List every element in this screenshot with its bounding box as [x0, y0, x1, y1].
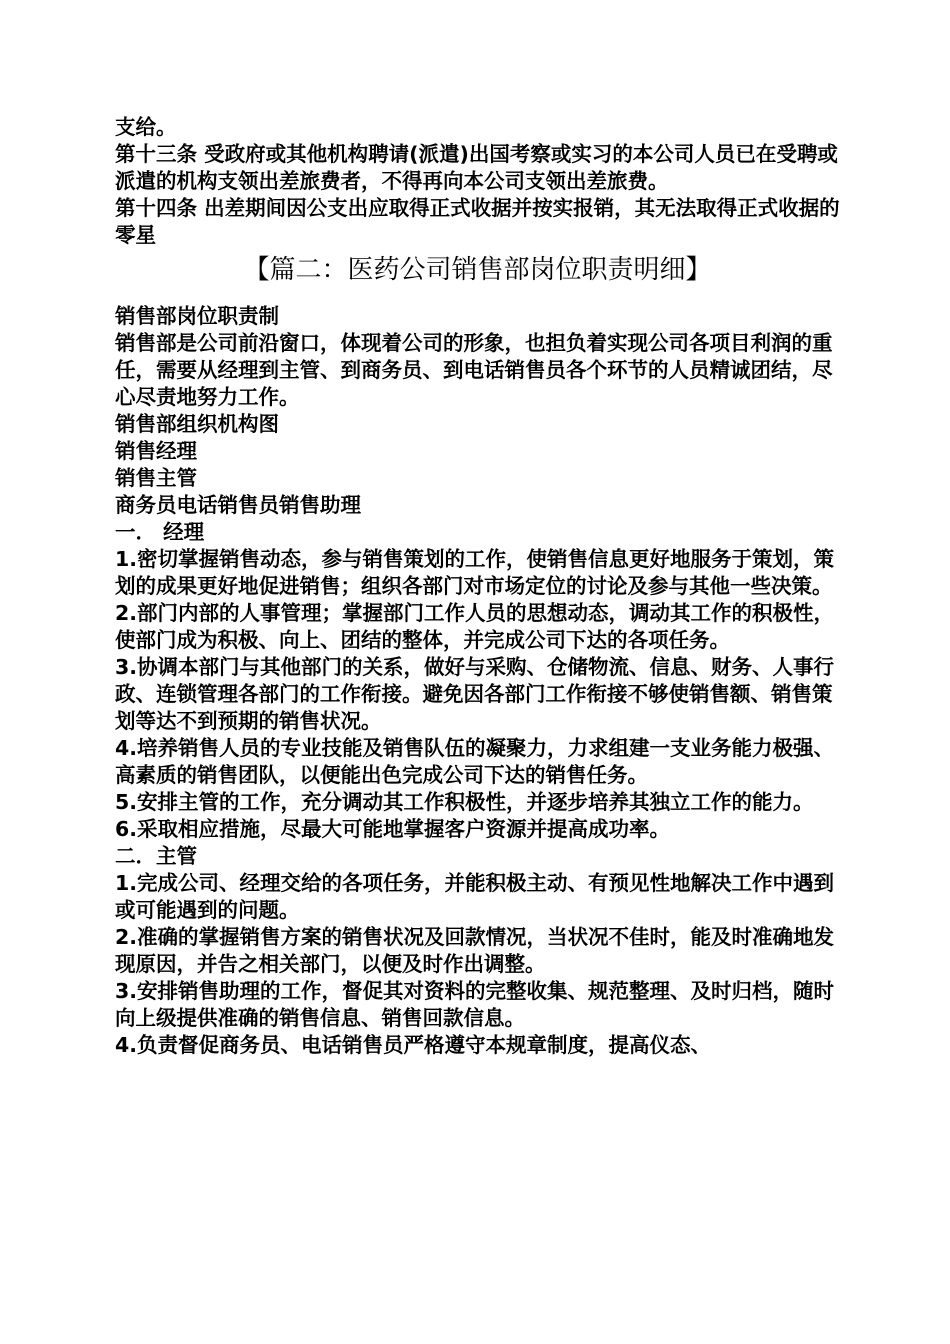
supervisor-item-3: 3.安排销售助理的工作，督促其对资料的完整收集、规范整理、及时归档，随时向上级提供准确的销售信息、销售回款信息。 — [115, 979, 835, 1030]
paragraph-intro: 销售部是公司前沿窗口，体现着公司的形象，也担负着实现公司各项目利润的重任，需要从经理到主管、到商务员、到电话销售员各个环节的人员精诚团结，尽心尽责地努力工作。 — [115, 331, 833, 409]
heading-duty-system: 销售部岗位职责制 — [115, 304, 279, 328]
manager-item-4: 4.培养销售人员的专业技能及销售队伍的凝聚力，力求组建一支业务能力极强、高素质的销售团队，以便能出色完成公司下达的销售任务。 — [115, 736, 835, 787]
heading-org-chart: 销售部组织机构图 — [115, 412, 279, 436]
manager-item-1: 1.密切掌握销售动态，参与销售策划的工作，使销售信息更好地服务于策划，策划的成果更好地促进销售；组织各部门对市场定位的讨论及参与其他一些决策。 — [115, 547, 835, 598]
supervisor-item-4: 4.负责督促商务员、电话销售员严格遵守本规章制度，提高仪态、 — [115, 1033, 712, 1057]
supervisor-item-2: 2.准确的掌握销售方案的销售状况及回款情况，当状况不佳时，能及时准确地发现原因，并告之相关部门，以便及时作出调整。 — [115, 925, 835, 976]
org-sales-supervisor: 销售主管 — [115, 466, 197, 490]
manager-item-3: 3.协调本部门与其他部门的关系，做好与采购、仓储物流、信息、财务、人事行政、连锁管理各部门的工作衔接。避免因各部门工作衔接不够使销售额、销售策划等达不到预期的销售状况。 — [115, 655, 835, 733]
manager-item-5: 5.安排主管的工作，充分调动其工作积极性，并逐步培养其独立工作的能力。 — [115, 790, 814, 814]
org-sales-manager: 销售经理 — [115, 439, 197, 463]
supervisor-item-1: 1.完成公司、经理交给的各项任务，并能积极主动、有预见性地解决工作中遇到或可能遇到的问题。 — [115, 871, 835, 922]
manager-item-6: 6.采取相应措施，尽最大可能地掌握客户资源并提高成功率。 — [115, 817, 671, 841]
heading-supervisor: 二．主管 — [115, 844, 197, 868]
paragraph-article-14: 第十四条 出差期间因公支出应取得正式收据并按实报销，其无法取得正式收据的零星 — [115, 196, 840, 247]
document-page — [115, 114, 840, 1059]
heading-manager: 一． 经理 — [115, 520, 205, 544]
org-staff: 商务员电话销售员销售助理 — [115, 493, 361, 517]
paragraph-before-1: 支给。 — [115, 115, 177, 139]
section-title: 【篇二：医药公司销售部岗位职责明细】 — [243, 255, 712, 285]
paragraph-article-13: 第十三条 受政府或其他机构聘请(派遣)出国考察或实习的本公司人员已在受聘或派遣的机构支领出差旅费者，不得再向本公司支领出差旅费。 — [115, 142, 838, 193]
manager-item-2: 2.部门内部的人事管理；掌握部门工作人员的思想动态，调动其工作的积极性，使部门成为积极、向上、团结的整体，并完成公司下达的各项任务。 — [115, 601, 835, 652]
